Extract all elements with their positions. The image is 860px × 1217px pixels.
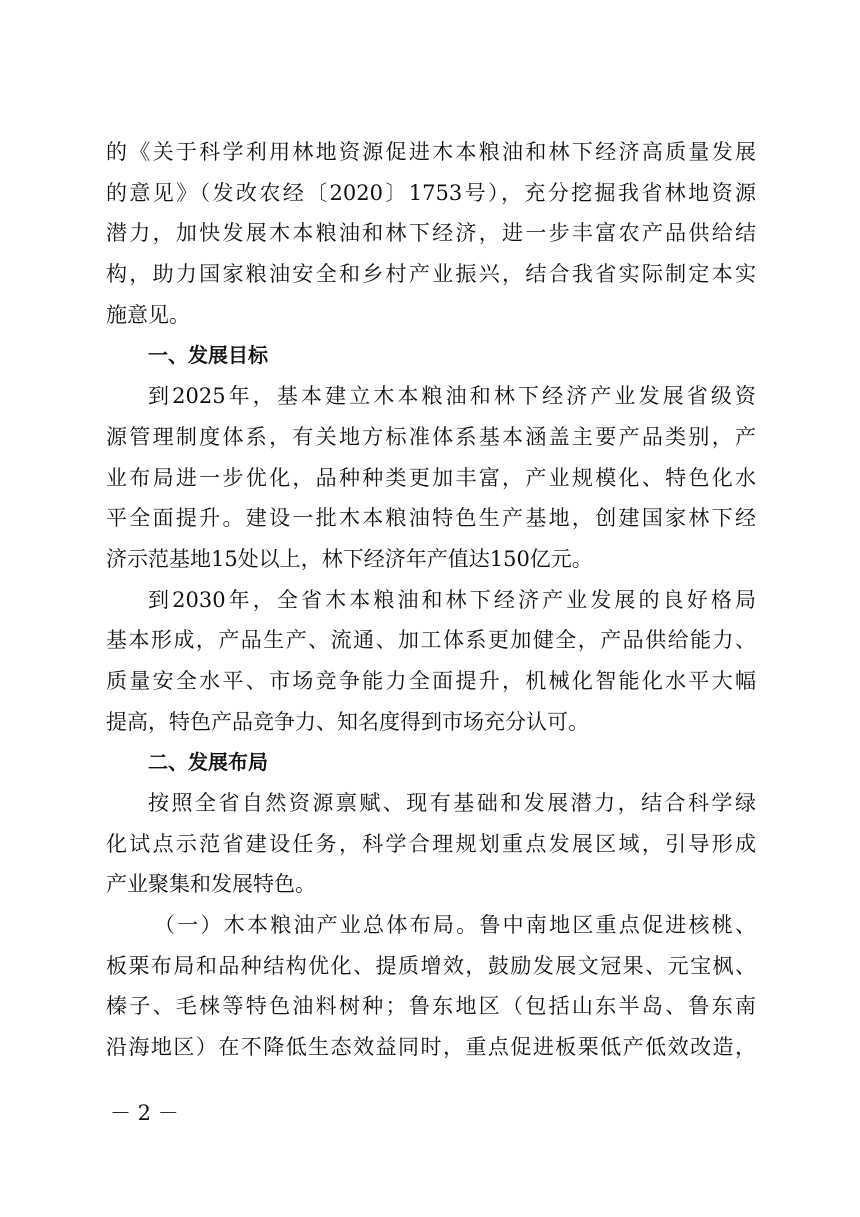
page-number: － 2 － [110,1101,179,1125]
text-line: 的《关于科学利用林地资源促进木本粮油和林下经济高质量发展 [106,140,756,164]
text-line: 沿海地区）在不降低生态效益同时，重点促进板栗低产低效改造， [106,1035,756,1060]
section-heading: 二、发展布局 [148,750,268,775]
text-line: 提高，特色产品竞争力、知名度得到市场充分认可。 [106,709,589,734]
text-line: 板栗布局和品种结构优化、提质增效，鼓励发展文冠果、元宝枫、 [106,953,756,978]
document-body [106,132,756,1068]
text-line: 榛子、毛梾等特色油料树种；鲁东地区（包括山东半岛、鲁东南 [106,994,756,1019]
text-line: 基本形成，产品生产、流通、加工体系更加健全，产品供给能力、 [106,628,756,653]
paragraph-line: （一）木本粮油产业总体布局。鲁中南地区重点促进核桃、 [154,913,756,938]
text-line: 施意见。 [106,302,190,327]
section-heading: 一、发展目标 [148,343,268,368]
text-line: 质量安全水平、市场竞争能力全面提升，机械化智能化水平大幅 [106,668,756,693]
paragraph-line: 按照全省自然资源禀赋、现有基础和发展潜力，结合科学绿 [148,791,756,815]
text-line: 的意见》（发改农经〔2020〕1753号），充分挖掘我省林地资源 [106,180,756,205]
text-line: 济示范基地15处以上，林下经济年产值达150亿元。 [106,546,593,571]
text-line: 产业聚集和发展特色。 [106,872,316,897]
text-line: 平全面提升。建设一批木本粮油特色生产基地，创建国家林下经 [106,506,756,531]
text-line: 源管理制度体系，有关地方标准体系基本涵盖主要产品类别，产 [106,424,756,449]
text-line: 业布局进一步优化，品种种类更加丰富，产业规模化、特色化水 [106,465,756,490]
paragraph-line: 到2025年，基本建立木本粮油和林下经济产业发展省级资 [148,384,756,409]
text-line: 潜力，加快发展木本粮油和林下经济，进一步丰富农产品供给结 [106,221,756,246]
paragraph-line: 到2030年，全省木本粮油和林下经济产业发展的良好格局 [148,587,756,612]
text-line: 化试点示范省建设任务，科学合理规划重点发展区域，引导形成 [106,831,756,856]
text-line: 构，助力国家粮油安全和乡村产业振兴，结合我省实际制定本实 [106,262,756,287]
